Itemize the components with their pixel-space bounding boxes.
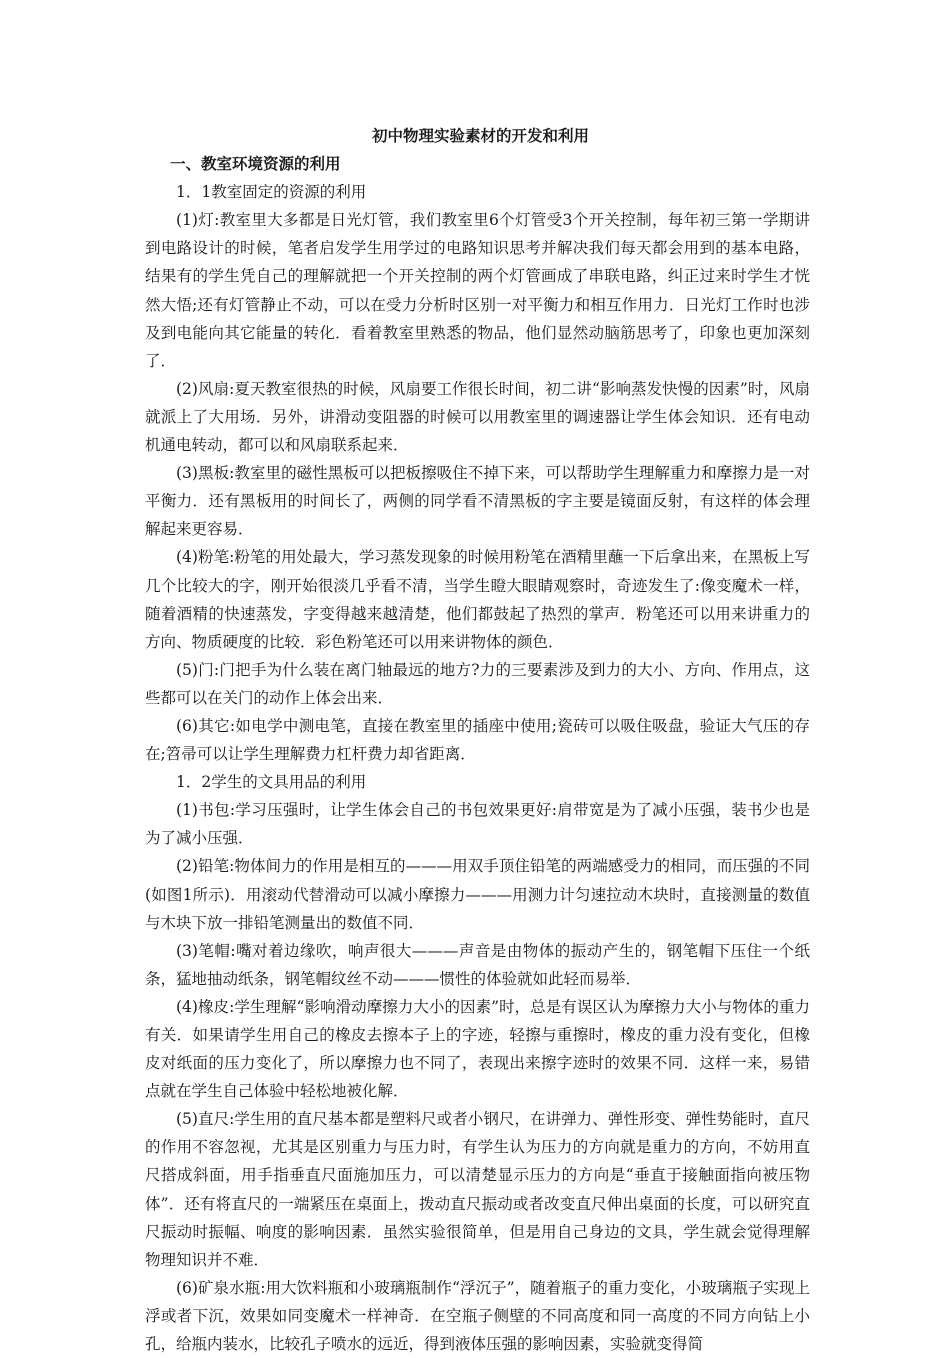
paragraph-lamp: (1)灯:教室里大多都是日光灯管，我们教室里6个灯管受3个开关控制，每年初三第一学期讲到电路设计的时候，笔者启发学生用学过的电路知识思考并解决我们每天都会用到的基本电路，结果有的学生凭自己的理解就把一个开关控制的两个灯管画成了串联电路，纠正过来时学生才恍然大悟;还有灯管静止不动，可以在受力分析时区别一对平衡力和相互作用力．日光灯工作时也涉及到电能向其它能量的转化．看着教室里熟悉的物品，他们显然动脑筋思考了，印象也更加深刻了． [145,211,810,370]
paragraph-blackboard: (3)黑板:教室里的磁性黑板可以把板擦吸住不掉下来，可以帮助学生理解重力和摩擦力是一对平衡力．还有黑板用的时间长了，两侧的同学看不清黑板的字主要是镜面反射，有这样的体会理解起来更容易． [145,464,810,539]
paragraph-pencil: (2)铅笔:物体间力的作用是相互的———用双手顶住铅笔的两端感受力的相同，而压强的不同(如图1所示)．用滚动代替滑动可以减小摩擦力———用测力计匀速拉动木块时，直接测量的数值与木块下放一排铅笔测量出的数值不同． [145,857,810,932]
paragraph-fan: (2)风扇:夏天教室很热的时候，风扇要工作很长时间，初二讲“影响蒸发快慢的因素”时，风扇就派上了大用场．另外，讲滑动变阻器的时候可以用教室里的调速器让学生体会知识．还有电动机通电转动，都可以和风扇联系起来． [145,379,810,455]
paragraph-water-bottle: (6)矿泉水瓶:用大饮料瓶和小玻璃瓶制作“浮沉子”，随着瓶子的重力变化，小玻璃瓶子实现上浮或者下沉，效果如同变魔术一样神奇．在空瓶子侧壁的不同高度和同一高度的不同方向钻上小孔，给瓶内装水，比较孔子喷水的远近，得到液体压强的影响因素，实验就变得简 [145,1278,810,1354]
document-page [145,122,810,1358]
paragraph-chalk: (4)粉笔:粉笔的用处最大，学习蒸发现象的时候用粉笔在酒精里蘸一下后拿出来，在黑板上写几个比较大的字，刚开始很淡几乎看不清，当学生瞪大眼睛观察时，奇迹发生了:像变魔术一样，随着酒精的快速蒸发，字变得越来越清楚，他们都鼓起了热烈的掌声．粉笔还可以用来讲重力的方向、物质硬度的比较．彩色粉笔还可以用来讲物体的颜色． [145,548,810,651]
paragraph-door: (5)门:门把手为什么装在离门轴最远的地方?力的三要素涉及到力的大小、方向、作用点，这些都可以在关门的动作上体会出来． [145,660,810,707]
document-title: 初中物理实验素材的开发和利用 [371,127,589,145]
subsection-heading-stationery: 1．2学生的文具用品的利用 [176,773,367,792]
paragraph-ruler: (5)直尺:学生用的直尺基本都是塑料尺或者小钢尺，在讲弹力、弹性形变、弹性势能时，直尺的作用不容忽视，尤其是区别重力与压力时，有学生认为压力的方向就是重力的方向，不妨用直尺搭成斜面，用手指垂直尺面施加压力，可以清楚显示压力的方向是“垂直于接触面指向被压物体”．还有将直尺的一端紧压在桌面上，拨动直尺振动或者改变直尺伸出桌面的长度，可以研究直尺振动时振幅、响度的影响因素．虽然实验很简单，但是用自己身边的文具，学生就会觉得理解物理知识并不难． [145,1110,810,1269]
paragraph-others: (6)其它:如电学中测电笔，直接在教室里的插座中使用;瓷砖可以吸住吸盘，验证大气压的存在;笤帚可以让学生理解费力杠杆费力却省距离． [145,716,810,764]
paragraph-pen-cap: (3)笔帽:嘴对着边缘吹，响声很大———声音是由物体的振动产生的，钢笔帽下压住一个纸条，猛地抽动纸条，钢笔帽纹丝不动———惯性的体验就如此轻而易举． [145,941,810,988]
paragraph-schoolbag: (1)书包:学习压强时，让学生体会自己的书包效果更好:肩带宽是为了减小压强，装书少也是为了减小压强． [145,801,810,848]
section-heading-classroom-resources: 一、教室环境资源的利用 [170,155,341,174]
paragraph-eraser: (4)橡皮:学生理解“影响滑动摩擦力大小的因素”时，总是有误区认为摩擦力大小与物体的重力有关．如果请学生用自己的橡皮去擦本子上的字迹，轻擦与重擦时，橡皮的重力没有变化，但橡皮对纸面的压力变化了，所以摩擦力也不同了，表现出来擦字迹时的效果不同．这样一来，易错点就在学生自己体验中轻松地被化解． [145,997,810,1101]
subsection-heading-fixed-resources: 1．1教室固定的资源的利用 [176,183,367,202]
